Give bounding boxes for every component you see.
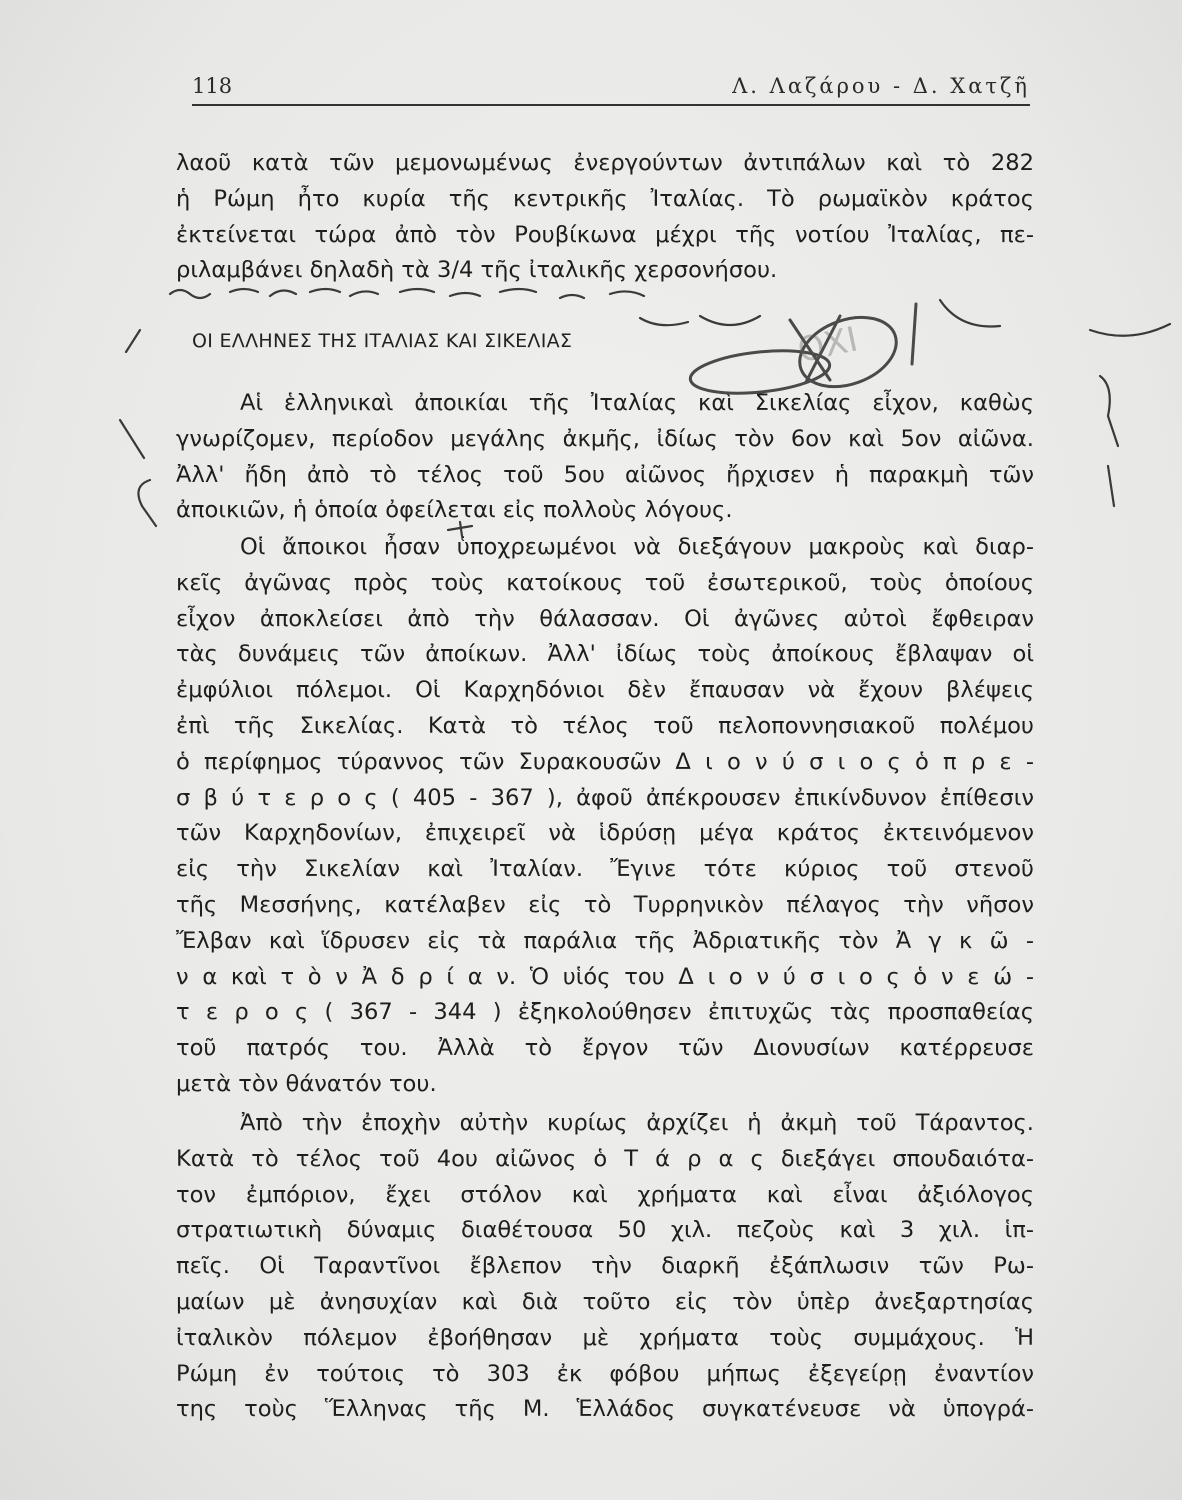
text-line: ἐμφύλιοι πόλεμοι. Οἱ Καρχηδόνιοι δὲν ἔπαυσαν νὰ ἔχουν βλέψεις	[176, 677, 1034, 704]
text-line: Οἱ ἄποικοι ἦσαν ὑποχρεωμένοι νὰ διεξάγουν μακροὺς καὶ διαρ-	[240, 534, 1034, 560]
text-line: μαίων μὲ ἀνησυχίαν καὶ διὰ τοῦτο εἰς τὸν ὑπὲρ ἀνεξαρτησίας	[176, 1288, 1034, 1315]
header-rule	[192, 104, 1030, 106]
text-line: ἡ Ρώμη ἦτο κυρία τῆς κεντρικῆς Ἰταλίας. Τὸ ρωμαϊκὸν κράτος	[176, 185, 1034, 212]
text-line: ἐπὶ τῆς Σικελίας. Κατὰ τὸ τέλος τοῦ πελοποννησιακοῦ πολέμου	[176, 712, 1034, 739]
paragraph-1	[176, 386, 1034, 529]
text-line: τον ἐμπόριον, ἔχει στόλον καὶ χρήματα καὶ εἶναι ἀξιόλογος	[176, 1181, 1034, 1208]
text-line: της τοὺς Ἕλληνας τῆς Μ. Ἑλλάδος συγκατένευσε νὰ ὑπογρά-	[176, 1396, 1034, 1423]
curve-mark	[1090, 324, 1170, 336]
running-head: Λ. Λαζάρου - Δ. Χατζῆ	[732, 74, 1030, 98]
text-line: ὁ περίφημος τύραννος τῶν Συρακουσῶν Δ ι ο ν ύ σ ι ο ς ὁ π ρ ε -	[176, 748, 1034, 775]
text-line: στρατιωτικὴ δύναμις διαθέτουσα 50 χιλ. πεζοὺς καὶ 3 χιλ. ἱπ-	[176, 1217, 1034, 1244]
text-line: Αἱ ἑλληνικαὶ ἀποικίαι τῆς Ἰταλίας καὶ Σικελίας εἶχον, καθὼς	[240, 390, 1034, 416]
text-line: ἰταλικὸν πόλεμον ἐβοήθησαν μὲ χρήματα τοὺς συμμάχους. Ἡ	[176, 1324, 1034, 1351]
margin-mark	[138, 480, 156, 526]
page-header	[192, 74, 1030, 106]
oxi-mark-text: ΟΧΙ	[794, 319, 862, 372]
curve-mark	[940, 300, 1000, 326]
text-line: Ἀλλ' ἤδη ἀπὸ τὸ τέλος τοῦ 5ου αἰῶνος ἤρχισεν ἡ παρακμὴ τῶν	[176, 461, 1034, 488]
text-line: τῆς Μεσσήνης, κατέλαβεν εἰς τὸ Τυρρηνικὸν πέλαγος τὴν νῆσον	[176, 891, 1034, 918]
curve-mark	[700, 316, 760, 325]
margin-mark	[120, 420, 144, 458]
page-number: 118	[192, 74, 233, 98]
text-line: εἰς τὴν Σικελίαν καὶ Ἰταλίαν. Ἔγινε τότε κύριος τοῦ στενοῦ	[176, 856, 1034, 883]
wavy-strike-line	[170, 289, 644, 298]
oxi-mark	[688, 304, 916, 399]
text-line: κεῖς ἀγῶνας πρὸς τοὺς κατοίκους τοῦ ἐσωτερικοῦ, τοὺς ὁποίους	[176, 569, 1034, 596]
text-line: τοῦ πατρός του. Ἀλλὰ τὸ ἔργον τῶν Διονυσίων κατέρρευσε	[176, 1035, 1034, 1062]
text-line: λαοῦ κατὰ τῶν μεμονωμένως ἐνεργούντων ἀντιπάλων καὶ τὸ 282	[176, 150, 1034, 176]
text-line: ν α καὶ τ ὸ ν Ἀ δ ρ ί α ν. Ὁ υἱός του Δ ι ο ν ύ σ ι ο ς ὁ ν ε ώ -	[176, 963, 1034, 990]
text-line: σ β ύ τ ε ρ ο ς ( 405 - 367 ), ἀφοῦ ἀπέκρουσεν ἐπικίνδυνον ἐπίθεσιν	[176, 784, 1034, 811]
text-line: Ρώμη ἐν τούτοις τὸ 303 ἐκ φόβου μήπως ἐξεγείρῃ ἐναντίον	[176, 1360, 1034, 1387]
text-line: εἶχον ἀποκλείσει ἀπὸ τὴν θάλασσαν. Οἱ ἀγῶνες αὐτοὶ ἔφθειραν	[176, 605, 1034, 632]
paragraph-3	[176, 1106, 1034, 1428]
margin-mark	[1100, 376, 1118, 446]
text-line: μετὰ τὸν θάνατόν του.	[176, 1070, 437, 1097]
text-line: ριλαμβάνει δηλαδὴ τὰ 3/4 τῆς ἰταλικῆς χερσονήσου.	[176, 257, 778, 284]
text-line: τὰς δυνάμεις τῶν ἀποίκων. Ἀλλ' ἰδίως τοὺς ἀποίκους ἔβλαψαν οἱ	[176, 641, 1034, 668]
text-line: πεῖς. Οἱ Ταραντῖνοι ἔβλεπον τὴν διαρκῆ ἐξάπλωσιν τῶν Ρω-	[176, 1253, 1034, 1280]
paragraph-2	[176, 530, 1034, 1103]
section-heading: ΟΙ ΕΛΛΗΝΕΣ ΤΗΣ ΙΤΑΛΙΑΣ ΚΑΙ ΣΙΚΕΛΙΑΣ	[192, 330, 573, 352]
intro-paragraph	[176, 146, 1034, 289]
text-line: τ ε ρ ο ς ( 367 - 344 ) ἐξηκολούθησεν ἐπιτυχῶς τὰς προσπαθείας	[176, 999, 1034, 1026]
text-line: Ἔλβαν καὶ ἵδρυσεν εἰς τὰ παράλια τῆς Ἀδριατικῆς τὸν Ἀ γ κ ῶ -	[176, 927, 1034, 954]
text-line: Κατὰ τὸ τέλος τοῦ 4ου αἰῶνος ὁ Τ ά ρ α ς διεξάγει σπουδαιότα-	[176, 1145, 1034, 1172]
curve-mark	[640, 318, 688, 325]
text-line: τῶν Καρχηδονίων, ἐπιχειρεῖ νὰ ἱδρύσῃ μέγα κράτος ἐκτεινόμενον	[176, 820, 1034, 847]
text-line: ἐκτείνεται τώρα ἀπὸ τὸν Ρουβίκωνα μέχρι τῆς νοτίου Ἰταλίας, πε-	[176, 221, 1034, 248]
margin-mark	[1108, 466, 1114, 506]
margin-mark	[126, 330, 140, 352]
text-line: γνωρίζομεν, περίοδον μεγάλης ἀκμῆς, ἰδίως τὸν 6ον καὶ 5ον αἰῶνα.	[176, 425, 1034, 452]
text-line: Ἀπὸ τὴν ἐποχὴν αὐτὴν κυρίως ἀρχίζει ἡ ἀκμὴ τοῦ Τάραντος.	[240, 1110, 1034, 1136]
text-line: ἀποικιῶν, ἡ ὁποία ὀφείλεται εἰς πολλοὺς λόγους.	[176, 497, 733, 524]
